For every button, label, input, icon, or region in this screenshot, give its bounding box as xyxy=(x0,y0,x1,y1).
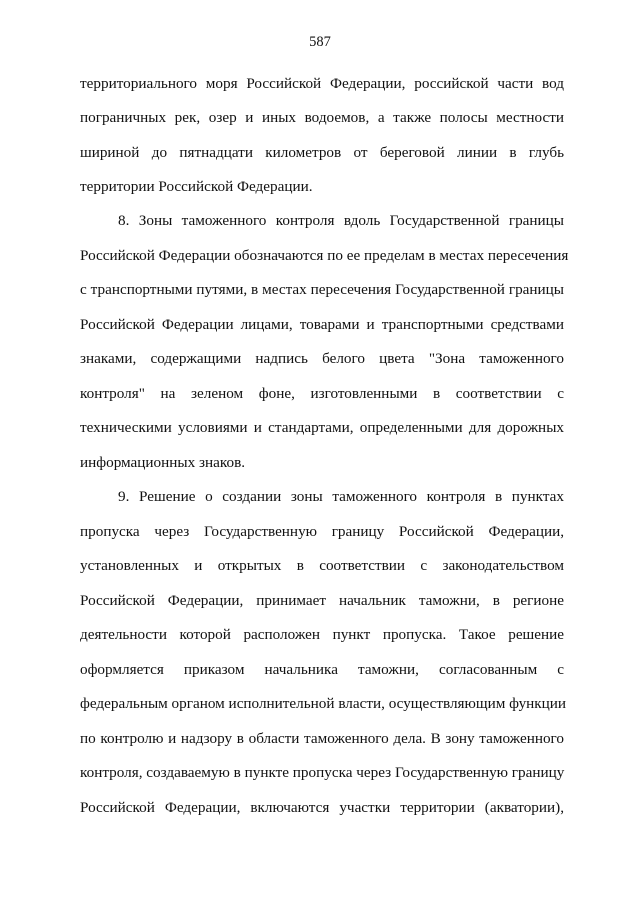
text-line: с транспортными путями, в местах пересечения Государственной границы xyxy=(80,281,564,298)
text-line: Российской Федерации лицами, товарами и транспортными средствами xyxy=(80,316,564,333)
text-line: оформляется приказом начальника таможни, согласованным с xyxy=(80,661,564,678)
text-line: пограничных рек, озер и иных водоемов, а также полосы местности xyxy=(80,109,564,126)
text-line: контроля" на зеленом фоне, изготовленными в соответствии с xyxy=(80,385,564,402)
text-line: техническими условиями и стандартами, определенными для дорожных xyxy=(80,419,564,436)
text-line: информационных знаков. xyxy=(80,454,246,471)
text-line: пропуска через Государственную границу Российской Федерации, xyxy=(80,523,564,540)
paragraph-start-line: 8. Зоны таможенного контроля вдоль Государственной границы xyxy=(118,212,564,229)
page-number: 587 xyxy=(309,34,331,50)
text-line: Российской Федерации, принимает начальник таможни, в регионе xyxy=(80,592,564,609)
text-line: контроля, создаваемую в пункте пропуска через Государственную границу xyxy=(80,764,565,781)
text-line: федеральным органом исполнительной власти, осуществляющим функции xyxy=(80,695,567,712)
text-line: знаками, содержащими надпись белого цвета "Зона таможенного xyxy=(80,350,564,367)
text-line: Российской Федерации обозначаются по ее пределам в местах пересечения xyxy=(80,247,569,264)
text-line: территории Российской Федерации. xyxy=(80,178,313,195)
paragraph-start-line: 9. Решение о создании зоны таможенного контроля в пунктах xyxy=(118,488,564,505)
text-line: шириной до пятнадцати километров от береговой линии в глубь xyxy=(80,144,564,161)
text-line: установленных и открытых в соответствии с законодательством xyxy=(80,557,564,574)
text-line: территориального моря Российской Федерации, российской части вод xyxy=(80,75,564,92)
text-line: Российской Федерации, включаются участки территории (акватории), xyxy=(80,799,564,816)
text-line: деятельности которой расположен пункт пропуска. Такое решение xyxy=(80,626,564,643)
text-line: по контролю и надзору в области таможенного дела. В зону таможенного xyxy=(80,730,564,747)
